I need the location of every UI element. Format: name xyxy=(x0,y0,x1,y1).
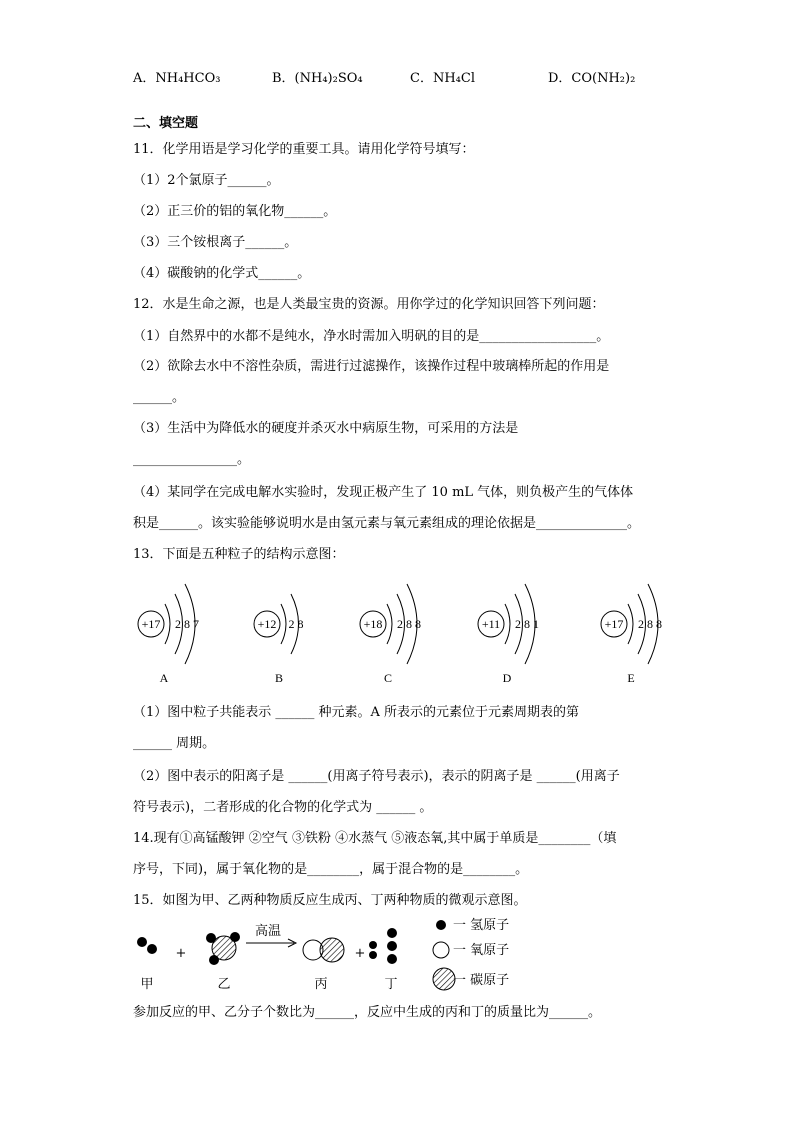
q13-part2-line1: （2）图中表示的阳离子是 ______(用离子符号表示)，表示的阴离子是 ______(用离子 xyxy=(133,769,620,784)
plus-sign-2: + xyxy=(354,946,366,961)
q12-stem: 12．水是生命之源，也是人类最宝贵的资源。用你学过的化学知识回答下列问题： xyxy=(133,297,605,312)
q13-part1-line1: （1）图中粒子共能表示 ______ 种元素。A 所表示的元素位于元素周期表的第 xyxy=(133,705,580,720)
legend-carbon: 一 碳原子 xyxy=(453,973,510,988)
q12-part4-line2: 积是______。该实验能够说明水是由氢元素与氧元素组成的理论依据是______________。 xyxy=(133,516,641,531)
q15-question: 参加反应的甲、乙分子个数比为______，反应中生成的丙和丁的质量比为______。 xyxy=(133,1005,602,1020)
atom-c-label: C xyxy=(383,671,393,685)
q12-part4-line1: （4）某同学在完成电解水实验时，发现正极产生了 10 mL 气体，则负极产生的气体体 xyxy=(133,485,634,500)
q11-stem: 11．化学用语是学习化学的重要工具。请用化学符号填写： xyxy=(133,142,475,157)
q12-part3-line2: ________________。 xyxy=(133,452,251,467)
atom-e xyxy=(601,584,662,685)
atom-b xyxy=(254,594,304,685)
atom-d-nucleus: +11 xyxy=(481,617,501,631)
q14-line2: 序号，下同)，属于氧化物的是________，属于混合物的是________。 xyxy=(133,862,529,877)
molecule-ding xyxy=(369,928,397,964)
atom-a-nucleus: +17 xyxy=(141,617,161,631)
atom-a-electrons: 2 8 7 xyxy=(175,617,199,631)
q11-part3: （3）三个铵根离子______。 xyxy=(133,235,298,250)
q11-part4: （4）碳酸钠的化学式______。 xyxy=(133,266,311,281)
q11-part2: （2）正三价的铝的氧化物______。 xyxy=(133,204,337,219)
legend-oxygen: 一 氧原子 xyxy=(453,943,510,958)
q13-stem: 13．下面是五种粒子的结构示意图： xyxy=(133,547,345,562)
atom-b-label: B xyxy=(274,671,284,685)
q13-part1-line2: ______ 周期。 xyxy=(133,736,216,751)
legend xyxy=(433,918,509,990)
q13-part2-line2: 符号表示)，二者形成的化合物的化学式为 ______ 。 xyxy=(133,800,433,815)
choice-b: B．(NH₄)₂SO₄ xyxy=(272,71,363,86)
q14-line1: 14.现有①高锰酸钾 ②空气 ③铁粉 ④水蒸气 ⑤液态氧,其中属于单质是________（填 xyxy=(133,831,617,846)
choice-a: A．NH₄HCO₃ xyxy=(133,71,221,86)
legend-hydrogen: 一 氢原子 xyxy=(453,918,510,933)
reaction-diagram xyxy=(128,915,688,995)
q11-part1: （1）2个氯原子______。 xyxy=(133,173,280,188)
atom-structure-diagrams xyxy=(0,575,794,685)
atom-c-electrons: 2 8 8 xyxy=(397,617,421,631)
q12-part2-line2: ______。 xyxy=(133,390,186,405)
plus-sign-1: + xyxy=(175,946,187,961)
reaction-condition: 高温 xyxy=(254,924,282,939)
choice-d: D．CO(NH₂)₂ xyxy=(548,71,636,86)
q15-stem: 15．如图为甲、乙两种物质反应生成丙、丁两种物质的微观示意图。 xyxy=(133,893,527,908)
label-yi: 乙 xyxy=(217,977,231,992)
legend-oxygen-icon xyxy=(433,942,449,958)
section-title: 二、填空题 xyxy=(133,116,199,131)
q12-part2-line1: （2）欲除去水中不溶性杂质，需进行过滤操作，该操作过程中玻璃棒所起的作用是 xyxy=(133,359,610,374)
atom-c-nucleus: +18 xyxy=(363,617,383,631)
atom-d-electrons: 2 8 1 xyxy=(515,617,539,631)
molecule-jia xyxy=(137,937,157,954)
q12-part3-line1: （3）生活中为降低水的硬度并杀灭水中病原生物，可采用的方法是 xyxy=(133,421,519,436)
atom-e-nucleus: +17 xyxy=(604,617,624,631)
atom-c xyxy=(360,584,421,685)
legend-hydrogen-icon xyxy=(436,920,446,930)
atom-a-label: A xyxy=(159,671,169,685)
atom-b-nucleus: +12 xyxy=(257,617,277,631)
molecule-yi xyxy=(206,932,240,965)
atom-e-electrons: 2 8 8 xyxy=(638,617,662,631)
choice-c: C．NH₄Cl xyxy=(410,71,475,86)
legend-carbon-icon xyxy=(433,968,455,990)
atom-a xyxy=(138,584,199,685)
molecule-bing xyxy=(303,938,344,962)
q12-part1: （1）自然界中的水都不是纯水，净水时需加入明矾的目的是__________________。 xyxy=(133,329,610,344)
atom-d-label: D xyxy=(502,671,512,685)
atom-d xyxy=(478,584,539,685)
atom-b-electrons: 2 8 xyxy=(288,617,304,631)
label-bing: 丙 xyxy=(314,977,328,992)
atom-e-label: E xyxy=(627,671,635,685)
label-ding: 丁 xyxy=(384,977,398,992)
label-jia: 甲 xyxy=(140,977,154,992)
